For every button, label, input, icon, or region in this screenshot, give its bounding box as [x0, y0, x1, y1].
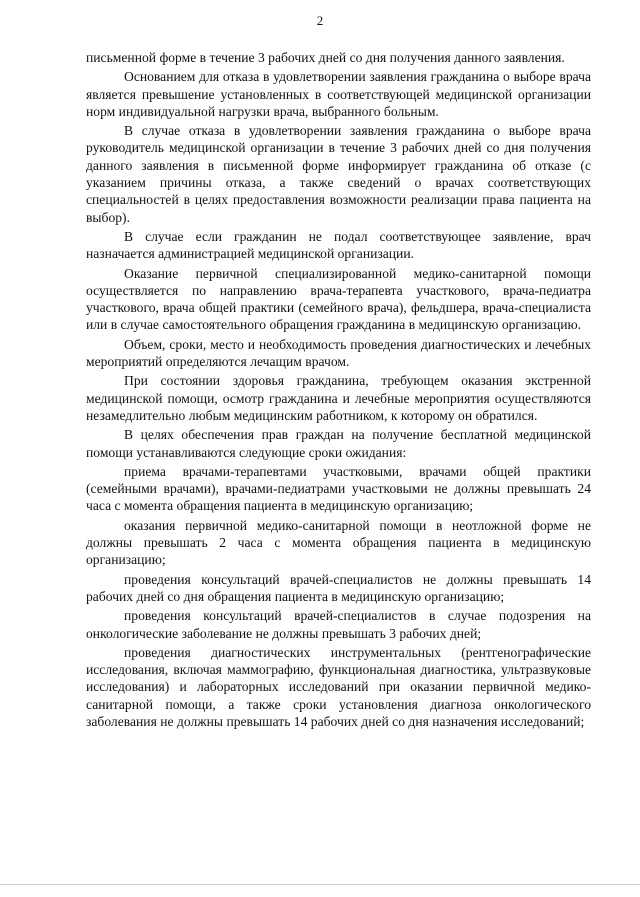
list-item-urgent-care-wait: оказания первичной медико-санитарной помощи в неотложной форме не должны превышать 2 часа с момента обращения пациента в медицинскую организацию;	[86, 517, 591, 568]
list-item-oncology-consult-wait: проведения консультаций врачей-специалистов в случае подозрения на онкологические заболевание не должны превышать 3 рабочих дней;	[86, 608, 591, 641]
paragraph-3: В случае отказа в удовлетворении заявления гражданина о выборе врача руководитель медицинской организации в течение 3 рабочих дней со дня получения данного заявления в письменной форме информирует гражданина об отказе (с указанием причины отказа, а также сведений о врачах соответствующих специальностей в целях предоставления возможности реализации права пациента на выбор).	[86, 123, 591, 225]
list-item-diagnostics-wait: проведения диагностических инструментальных (рентгенографические исследования, включая маммографию, функциональная диагностика, ультразвуковые исследования) и лабораторных исследований при оказании первичной медико-санитарной помощи, а также сроки установления диагноза онкологического заболевания не должны превышать 14 рабочих дней со дня назначения исследований;	[86, 644, 591, 729]
paragraph-7: При состоянии здоровья гражданина, требующем оказания экстренной медицинской помощи, осмотр гражданина и лечебные мероприятия осуществляются незамедлительно любым медицинским работником, к которому он обратился.	[86, 373, 591, 423]
paragraph-1: письменной форме в течение 3 рабочих дней со дня получения данного заявления.	[86, 50, 565, 65]
document-body	[86, 49, 591, 732]
list-item-specialist-consult-wait: проведения консультаций врачей-специалистов не должны превышать 14 рабочих дней со дня обращения пациента в медицинскую организацию;	[86, 571, 591, 604]
paragraph-5: Оказание первичной специализированной медико-санитарной помощи осуществляется по направлению врача-терапевта участкового, врача-педиатра участкового, врача общей практики (семейного врача), фельдшера, врача-специалиста или в случае самостоятельного обращения гражданина в медицинскую организацию.	[86, 265, 591, 333]
page-number: 2	[316, 13, 324, 28]
list-item-primary-care-wait: приема врачами-терапевтами участковыми, врачами общей практики (семейными врачами), врачами-педиатрами участковыми не должны превышать 24 часа с момента обращения пациента в медицинскую организацию;	[86, 463, 591, 514]
paragraph-8: В целях обеспечения прав граждан на получение бесплатной медицинской помощи устанавливаются следующие сроки ожидания:	[86, 427, 591, 460]
paragraph-6: Объем, сроки, место и необходимость проведения диагностических и лечебных мероприятий определяются лечащим врачом.	[86, 336, 591, 370]
paragraph-4: В случае если гражданин не подал соответствующее заявление, врач назначается администрацией медицинской организации.	[86, 228, 591, 262]
paragraph-2: Основанием для отказа в удовлетворении заявления гражданина о выборе врача является превышение установленных в соответствующей медицинской организации норм индивидуальной нагрузки врача, выбранного больным.	[86, 69, 591, 119]
bottom-edge-line	[0, 884, 640, 885]
